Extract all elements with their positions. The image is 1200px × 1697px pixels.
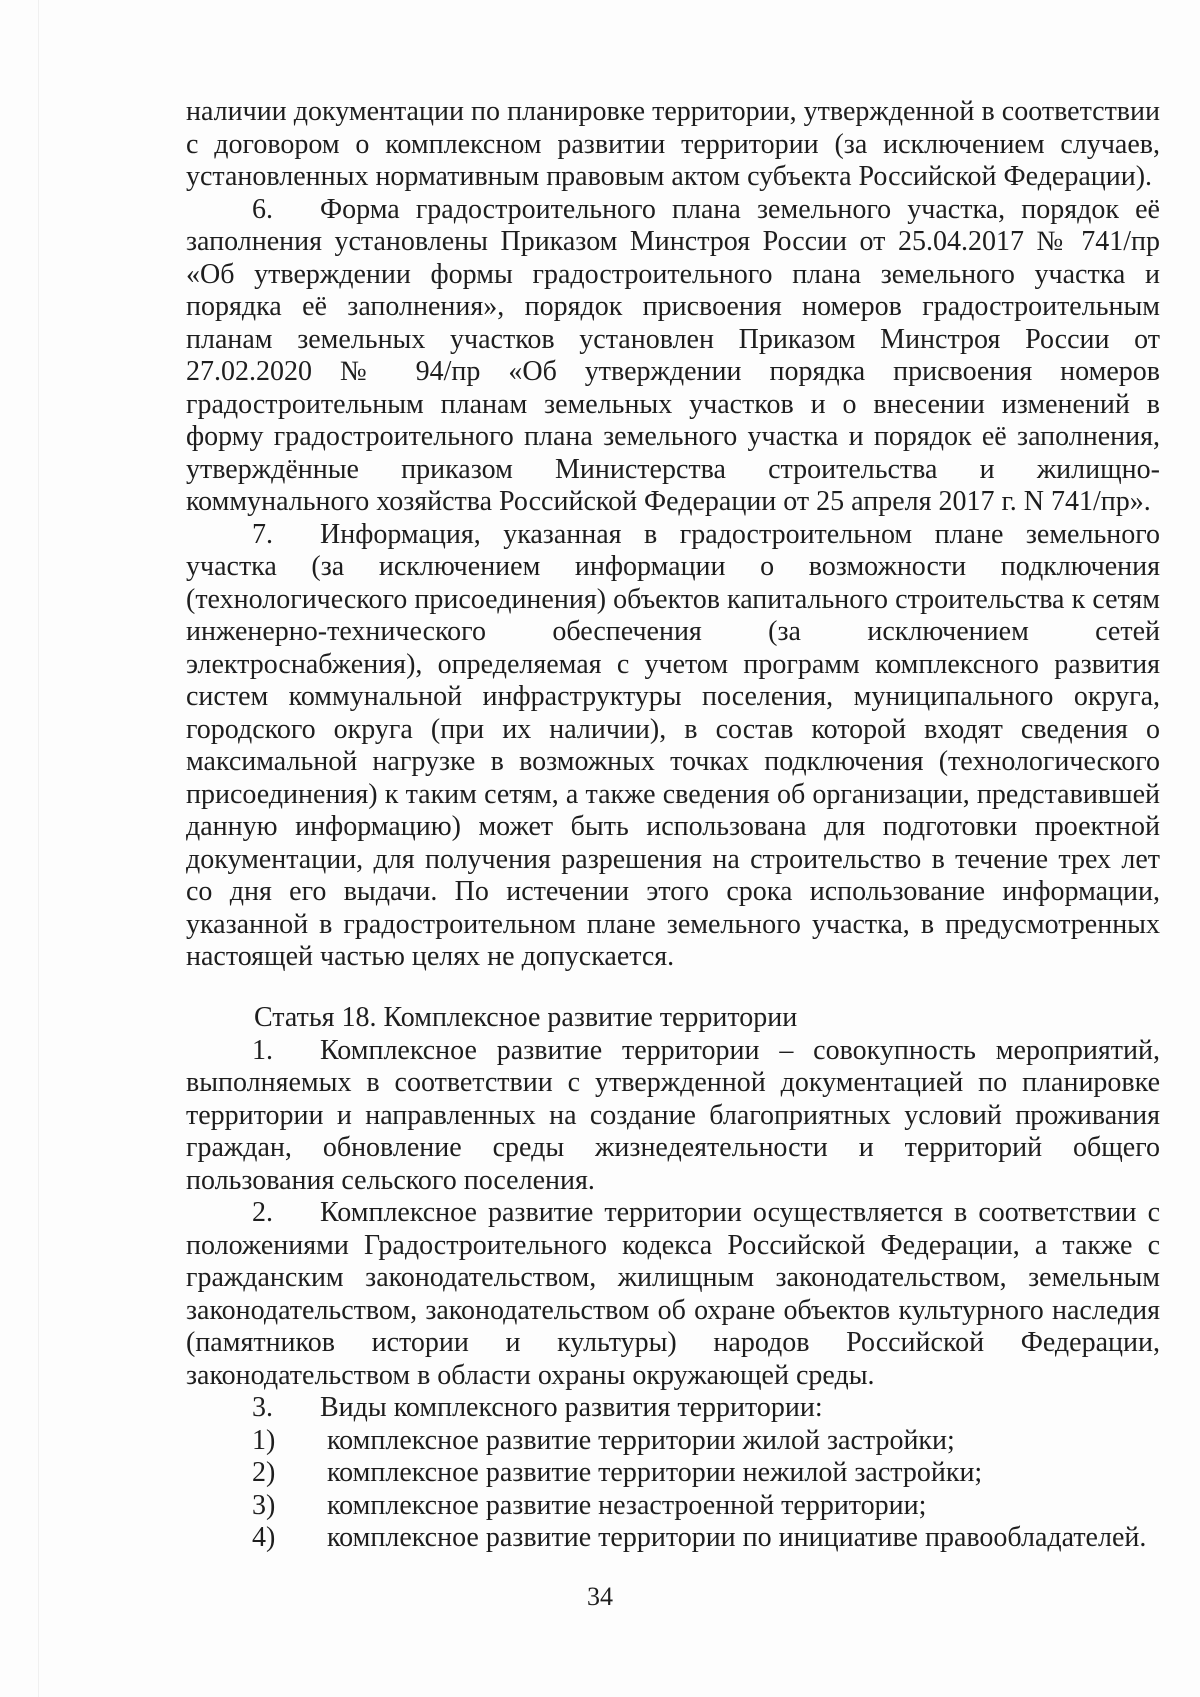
- list-marker: 4): [252, 1522, 276, 1553]
- article-paragraph-2: [186, 1197, 1160, 1392]
- paragraph-6: [186, 194, 1160, 519]
- article-paragraph-3: [186, 1392, 1160, 1425]
- paragraph-text: Комплексное развитие территории – совокупность мероприятий, выполняемых в соответствии с утвержденной документацией по планировке территории и направленных на создание благоприятных условий проживания граждан, обновление среды жизнедеятельности и территорий общего пользования сельского поселения.: [186, 1034, 1160, 1196]
- list-item: [186, 1457, 1160, 1490]
- article-paragraph-1: [186, 1035, 1160, 1198]
- paragraph-text: Виды комплексного развития территории:: [320, 1392, 823, 1423]
- paragraph-number: 7.: [252, 518, 273, 550]
- paragraph-number: 6.: [252, 193, 273, 225]
- list-item: [186, 1490, 1160, 1523]
- paragraph-text: Комплексное развитие территории осуществляется в соответствии с положениями Градостроительного кодекса Российской Федерации, а также с гражданским законодательством, жилищным законодательством, земельным законодательством, законодательством об охране объектов культурного наследия (памятников истории и культуры) народов Российской Федерации, законодательством в области охраны окружающей среды.: [186, 1197, 1160, 1391]
- list-item: [186, 1425, 1160, 1458]
- continuation-paragraph: наличии документации по планировке территории, утвержденной в соответствии с договором о комплексном развитии территории (за исключением случаев, установленных нормативным правовым актом субъекта Российской Федерации).: [186, 96, 1160, 192]
- list-marker: 2): [252, 1457, 276, 1488]
- scan-artifact-line: [38, 0, 39, 1697]
- list-item: [186, 1522, 1160, 1555]
- paragraph-text: Форма градостроительного плана земельного участка, порядок её заполнения установлены Приказом Минстроя России от 25.04.2017 № 741/пр «Об утверждении формы градостроительного плана земельного участка и порядка её заполнения», порядок присвоения номеров градостроительным планам земельных участков установлен Приказом Минстроя России от 27.02.2020 № 94/пр «Об утверждении порядка присвоения номеров градостроительным планам земельных участков и о внесении изменений в форму градостроительного плана земельного участка и порядок её заполнения, утверждённые приказом Министерства строительства и жилищно-коммунального хозяйства Российской Федерации от 25 апреля 2017 г. N 741/пр».: [186, 193, 1160, 517]
- list-marker: 1): [252, 1424, 276, 1456]
- page-number: 34: [587, 1582, 613, 1611]
- paragraph-text: Информация, указанная в градостроительном плане земельного участка (за исключением информации о возможности подключения (технологического присоединения) объектов капитального строительства к сетям инженерно-технического обеспечения (за исключением сетей электроснабжения), определяемая с учетом программ комплексного развития систем коммунальной инфраструктуры поселения, муниципального округа, городского округа (при их наличии), в состав которой входят сведения о максимальной нагрузке в возможных точках подключения (технологического присоединения) к таким сетям, а также сведения об организации, представившей данную информацию) может быть использована для подготовки проектной документации, для получения разрешения на строительство в течение трех лет со дня его выдачи. По истечении этого срока использование информации, указанной в градостроительном плане земельного участка, в предусмотренных настоящей частью целях не допускается.: [186, 518, 1160, 972]
- list-item-text: комплексное развитие территории нежилой застройки;: [327, 1457, 983, 1488]
- article-heading: Статья 18. Комплексное развитие территории: [254, 1002, 798, 1033]
- paragraph-number: 2.: [252, 1197, 273, 1228]
- paragraph-7: [186, 519, 1160, 974]
- article-18-block: [186, 1002, 1160, 1555]
- paragraph-number: 3.: [252, 1392, 273, 1423]
- list-item-text: комплексное развитие территории по инициативе правообладателей.: [327, 1522, 1147, 1553]
- list-marker: 3): [252, 1489, 276, 1521]
- top-text-block: [186, 96, 1160, 974]
- paragraph-number: 1.: [252, 1034, 273, 1066]
- list-item-text: комплексное развитие территории жилой застройки;: [327, 1424, 955, 1456]
- list-item-text: комплексное развитие незастроенной территории;: [327, 1489, 927, 1521]
